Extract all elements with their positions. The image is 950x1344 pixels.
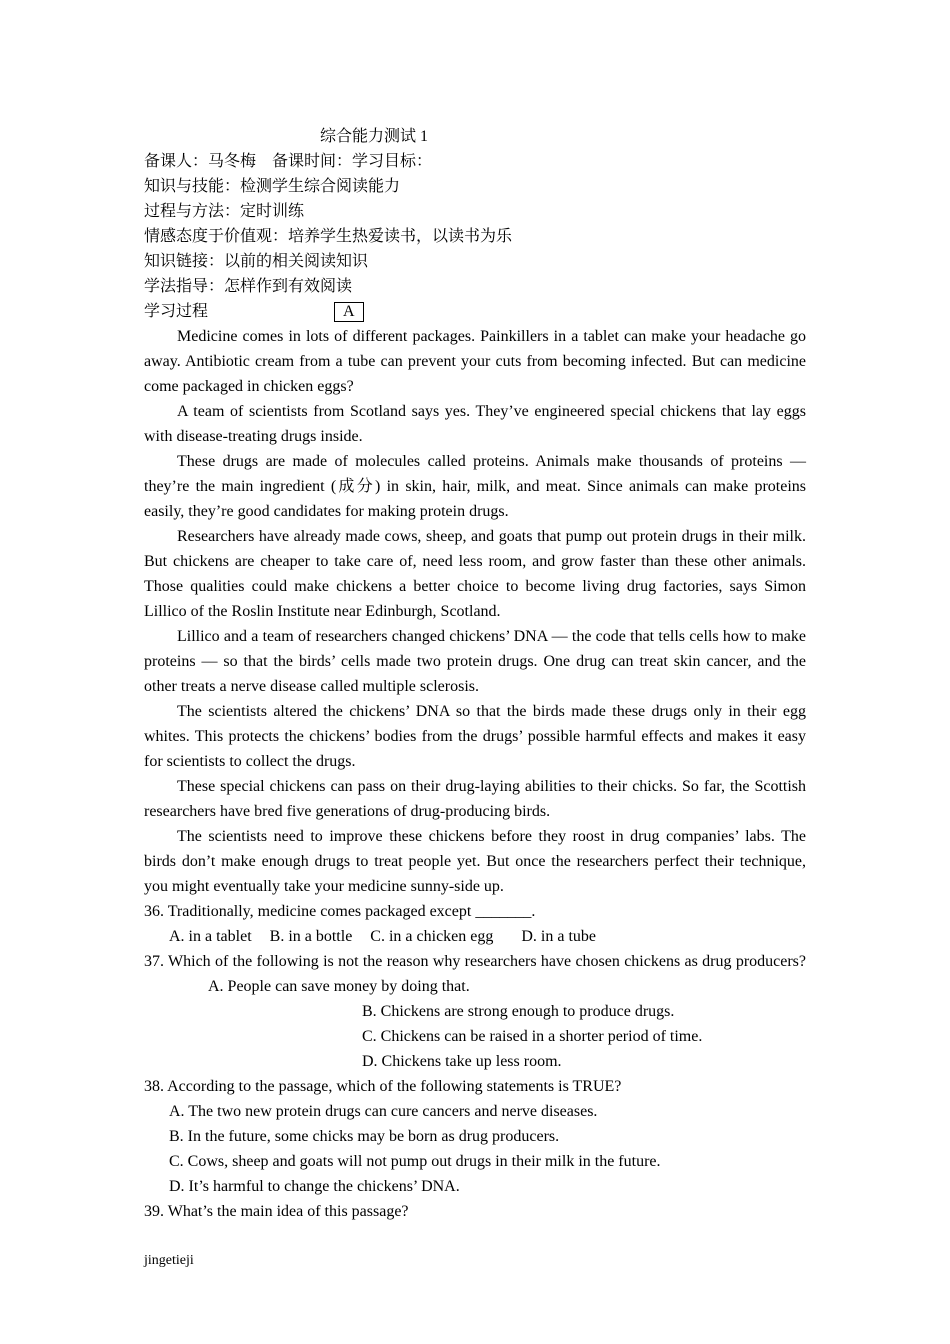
passage-paragraph-7: These special chickens can pass on their drug-laying abilities to their chicks. So far, the Scottish researchers have bred five generations of drug-producing birds.: [144, 778, 806, 820]
question-38-option-c: C. Cows, sheep and goats will not pump out drugs in their milk in the future.: [169, 1153, 661, 1170]
question-36-option-c: C. in a chicken egg: [370, 928, 494, 945]
question-37-option-d: D. Chickens take up less room.: [362, 1053, 562, 1070]
passage-paragraph-6: The scientists altered the chickens’ DNA so that the birds made these drugs only in their egg whites. This protects the chickens’ bodies from the drugs’ possible harmful effects and makes it easy for scientists to collect the drugs.: [144, 703, 806, 770]
question-38-option-b: B. In the future, some chicks may be born as drug producers.: [169, 1128, 560, 1145]
question-37-option-a: A. People can save money by doing that.: [208, 978, 470, 995]
lesson-info-attitude-values: 情感态度于价值观：培养学生热爱读书，以读书为乐: [144, 228, 513, 245]
passage-paragraph-4: Researchers have already made cows, sheep, and goats that pump out protein drugs in their milk. But chickens are cheaper to take care of, need less room, and grow faster than these other animals. Those qualities could make chickens a better choice to become living drug factories, says Simon Lillico of the Roslin Institute near Edinburgh, Scotland.: [144, 528, 806, 620]
question-36-options: [144, 924, 806, 949]
question-39-stem: 39. What’s the main idea of this passage?: [144, 1203, 409, 1220]
question-38-stem: 38. According to the passage, which of the following statements is TRUE?: [144, 1078, 622, 1095]
lesson-info-knowledge-link: 知识链接：以前的相关阅读知识: [144, 253, 369, 270]
lesson-info-study-method: 学法指导：怎样作到有效阅读: [144, 278, 353, 295]
passage-paragraph-5: Lillico and a team of researchers changed chickens’ DNA — the code that tells cells how to make proteins — so that the birds’ cells made two protein drugs. One drug can treat skin cancer, and the other treats a nerve disease called multiple sclerosis.: [144, 628, 806, 695]
lesson-info-preparer: 备课人：马冬梅 备课时间：学习目标：: [144, 153, 433, 170]
question-36-option-a: A. in a tablet: [169, 928, 252, 945]
lesson-info-process-method: 过程与方法：定时训练: [144, 203, 305, 220]
question-37-stem: 37. Which of the following is not the reason why researchers have chosen chickens as drug producers?: [144, 953, 806, 970]
passage-paragraph-2: A team of scientists from Scotland says yes. They’ve engineered special chickens that lay eggs with disease-treating drugs inside.: [144, 403, 806, 445]
lesson-info-learning-process: [144, 299, 806, 324]
learning-process-label: 学习过程: [144, 303, 209, 320]
page-title: 综合能力测试 1: [320, 128, 429, 145]
question-36-option-d: D. in a tube: [521, 928, 597, 945]
section-label-box: A: [334, 302, 364, 322]
question-37-option-b: B. Chickens are strong enough to produce drugs.: [362, 1003, 675, 1020]
question-38-option-a: A. The two new protein drugs can cure cancers and nerve diseases.: [169, 1103, 598, 1120]
question-36-option-b: B. in a bottle: [269, 928, 353, 945]
page-footer: jingetieji: [144, 1253, 194, 1268]
question-36-stem: 36. Traditionally, medicine comes packaged except _______.: [144, 903, 536, 920]
passage-paragraph-3: These drugs are made of molecules called proteins. Animals make thousands of proteins — they’re the main ingredient (成分) in skin, hair, milk, and meat. Since animals can make proteins easily, they’re good candidates for making protein drugs.: [144, 453, 806, 520]
lesson-info-knowledge-skills: 知识与技能：检测学生综合阅读能力: [144, 178, 401, 195]
passage-paragraph-1: Medicine comes in lots of different packages. Painkillers in a tablet can make your headache go away. Antibiotic cream from a tube can prevent your cuts from becoming infected. But can medicine come packaged in chicken eggs?: [144, 328, 806, 395]
question-37: [144, 949, 806, 999]
question-37-option-c: C. Chickens can be raised in a shorter period of time.: [362, 1028, 703, 1045]
question-38-option-d: D. It’s harmful to change the chickens’ DNA.: [169, 1178, 460, 1195]
document-content: [144, 124, 806, 1224]
passage-paragraph-8: The scientists need to improve these chickens before they roost in drug companies’ labs. The birds don’t make enough drugs to treat people yet. But once the researchers perfect their technique, you might eventually take your medicine sunny-side up.: [144, 828, 806, 895]
